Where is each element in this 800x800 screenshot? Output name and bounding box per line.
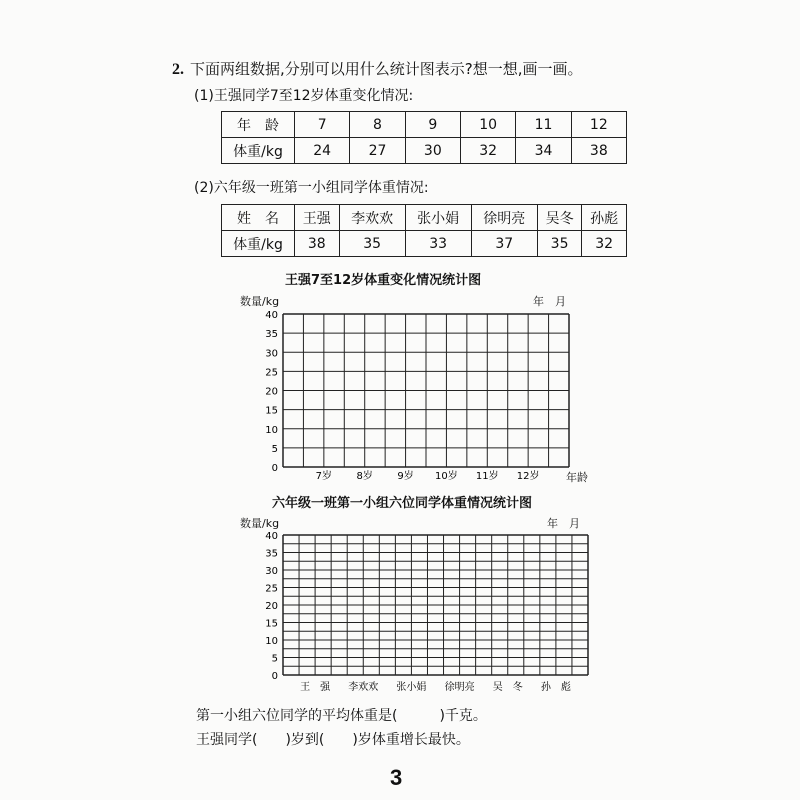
chart1-y-tick-label: 15 xyxy=(265,405,278,417)
table-cell: 32 xyxy=(460,138,515,164)
fill-in-average-weight: 第一小组六位同学的平均体重是( )千克。 xyxy=(196,708,487,724)
chart1-grid xyxy=(265,310,569,482)
table-cell: 12 xyxy=(571,112,626,138)
chart2-grid xyxy=(265,531,588,693)
chart1-x-tick-label: 12岁 xyxy=(516,471,540,482)
table-cell: 9 xyxy=(405,112,460,138)
chart1-x-tick-label: 11岁 xyxy=(475,471,499,482)
table-cell: 10 xyxy=(460,112,515,138)
chart1-y-tick-label: 0 xyxy=(271,463,278,474)
part1-label: (1)王强同学7至12岁体重变化情况: xyxy=(194,88,414,104)
table-cell: 27 xyxy=(350,138,405,164)
chart1-y-tick-label: 30 xyxy=(265,348,278,360)
chart2-x-tick-label: 张小娟 xyxy=(396,682,427,693)
table-cell: 徐明亮 xyxy=(471,205,537,231)
chart2-date-label: 年 月 xyxy=(547,517,580,530)
table-header-cell: 姓 名 xyxy=(222,205,295,231)
chart2-x-tick-label: 李欢欢 xyxy=(348,682,379,693)
table-header-cell: 体重/kg xyxy=(222,231,295,257)
chart2-title: 六年级一班第一小组六位同学体重情况统计图 xyxy=(272,496,533,511)
chart2-y-tick-label: 30 xyxy=(265,566,278,577)
chart1-y-tick-label: 5 xyxy=(271,443,278,455)
table-header-cell: 体重/kg xyxy=(222,138,295,164)
chart2-ylabel: 数量/kg xyxy=(240,517,280,530)
table-cell: 24 xyxy=(295,138,350,164)
part2-label: (2)六年级一班第一小组同学体重情况: xyxy=(194,180,429,196)
table-cell: 34 xyxy=(516,138,571,164)
chart2-x-tick-label: 孙 彪 xyxy=(540,682,571,693)
question-number: 2. xyxy=(172,61,184,78)
table-cell: 35 xyxy=(339,231,405,257)
table-cell: 王强 xyxy=(295,205,340,231)
chart2-x-tick-label: 王 强 xyxy=(300,682,331,693)
table-cell: 38 xyxy=(571,138,626,164)
chart1-y-tick-label: 25 xyxy=(265,367,278,379)
chart1-title: 王强7至12岁体重变化情况统计图 xyxy=(285,273,482,288)
chart1-x-tick-label: 8岁 xyxy=(356,471,373,482)
table-cell: 11 xyxy=(516,112,571,138)
chart1-y-tick-label: 40 xyxy=(265,310,278,321)
chart1-y-tick-label: 35 xyxy=(265,329,278,341)
chart1-ylabel: 数量/kg xyxy=(240,295,280,308)
chart2-x-tick-label: 徐明亮 xyxy=(444,682,475,693)
table-cell: 孙彪 xyxy=(582,205,627,231)
chart2-y-tick-label: 10 xyxy=(265,636,278,647)
chart2-y-tick-label: 15 xyxy=(265,618,278,630)
chart1-date-label: 年 月 xyxy=(533,295,566,308)
table-cell: 李欢欢 xyxy=(339,205,405,231)
chart2-y-tick-label: 0 xyxy=(271,671,278,682)
table-cell: 张小娟 xyxy=(405,205,471,231)
table-header-cell: 年 龄 xyxy=(222,112,295,138)
chart2-y-tick-label: 5 xyxy=(271,653,278,665)
chart2-y-tick-label: 35 xyxy=(265,548,278,560)
table-cell: 37 xyxy=(471,231,537,257)
fill-in-fastest-growth: 王强同学( )岁到( )岁体重增长最快。 xyxy=(196,732,470,748)
page-number: 3 xyxy=(390,765,403,790)
chart1-x-tick-label: 10岁 xyxy=(435,471,458,482)
question-text: 下面两组数据,分别可以用什么统计图表示?想一想,画一画。 xyxy=(190,60,583,78)
table-cell: 8 xyxy=(350,112,405,138)
table-cell: 吴冬 xyxy=(537,205,582,231)
table-cell: 38 xyxy=(295,231,340,257)
chart2-y-tick-label: 20 xyxy=(265,601,278,612)
chart1-x-tick-label: 7岁 xyxy=(315,471,333,482)
chart1-x-tick-label: 9岁 xyxy=(397,471,414,482)
chart2-y-tick-label: 40 xyxy=(265,531,278,542)
chart2-y-tick-label: 25 xyxy=(265,583,278,595)
chart1-y-tick-label: 10 xyxy=(265,424,278,436)
table-cell: 32 xyxy=(582,231,627,257)
table-cell: 7 xyxy=(295,112,350,138)
table-cell: 33 xyxy=(405,231,471,257)
chart1-y-tick-label: 20 xyxy=(265,386,278,398)
table-cell: 35 xyxy=(537,231,582,257)
chart2-x-tick-label: 吴 冬 xyxy=(492,682,523,693)
table-cell: 30 xyxy=(405,138,460,164)
chart1-xlabel: 年龄 xyxy=(566,471,588,484)
